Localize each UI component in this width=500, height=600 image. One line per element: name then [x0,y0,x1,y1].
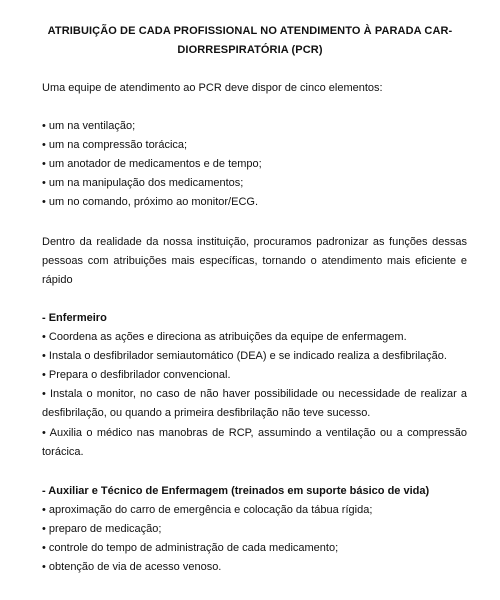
title-line-2: DIORRESPIRATÓRIA (PCR) [177,44,323,56]
auxiliar-item-1: • aproximação do carro de emergência e colocação da tábua rígida; [42,504,373,516]
auxiliar-item-4: • obtenção de via de acesso venoso. [42,561,222,573]
section-heading-enfermeiro: - Enfermeiro [42,312,107,324]
document-title [30,22,470,60]
enfermeiro-item-3: • Prepara o desfibrilador convencional. [42,369,231,381]
list-item-command: • um no comando, próximo ao monitor/ECG. [42,196,258,208]
enfermeiro-item-2: • Instala o desfibrilador semiautomático (DEA) e se indicado realiza a desfibrilação. [42,350,447,362]
list-item-ventilation: • um na ventilação; [42,120,136,132]
list-item-medication: • um na manipulação dos medicamentos; [42,177,244,189]
paragraph-line-1: Dentro da realidade da nossa instituição, procuramos padronizar as funções dessas [42,236,467,248]
enfermeiro-item-4-continued: desfibrilação, ou quando a primeira desfibrilação não teve sucesso. [42,407,371,419]
enfermeiro-item-5-continued: torácica. [42,446,84,458]
paragraph-line-2: pessoas com atribuições mais específicas, tornando o atendimento mais eficiente e [42,255,467,267]
list-item-compression: • um na compressão torácica; [42,139,188,151]
enfermeiro-item-4: • Instala o monitor, no caso de não haver possibilidade ou necessidade de realizar a [42,388,467,400]
paragraph-line-3: rápido [42,274,73,286]
list-item-recorder: • um anotador de medicamentos e de tempo; [42,158,262,170]
auxiliar-item-3: • controle do tempo de administração de cada medicamento; [42,542,339,554]
section-heading-auxiliar: - Auxiliar e Técnico de Enfermagem (treinados em suporte básico de vida) [42,485,430,497]
enfermeiro-item-1: • Coordena as ações e direciona as atribuições da equipe de enfermagem. [42,331,407,343]
title-line-1: ATRIBUIÇÃO DE CADA PROFISSIONAL NO ATENDIMENTO À PARADA CAR- [47,25,453,37]
intro-text: Uma equipe de atendimento ao PCR deve dispor de cinco elementos: [42,82,383,94]
auxiliar-item-2: • preparo de medicação; [42,523,162,535]
enfermeiro-item-5: • Auxilia o médico nas manobras de RCP, assumindo a ventilação ou a compressão [42,427,467,439]
